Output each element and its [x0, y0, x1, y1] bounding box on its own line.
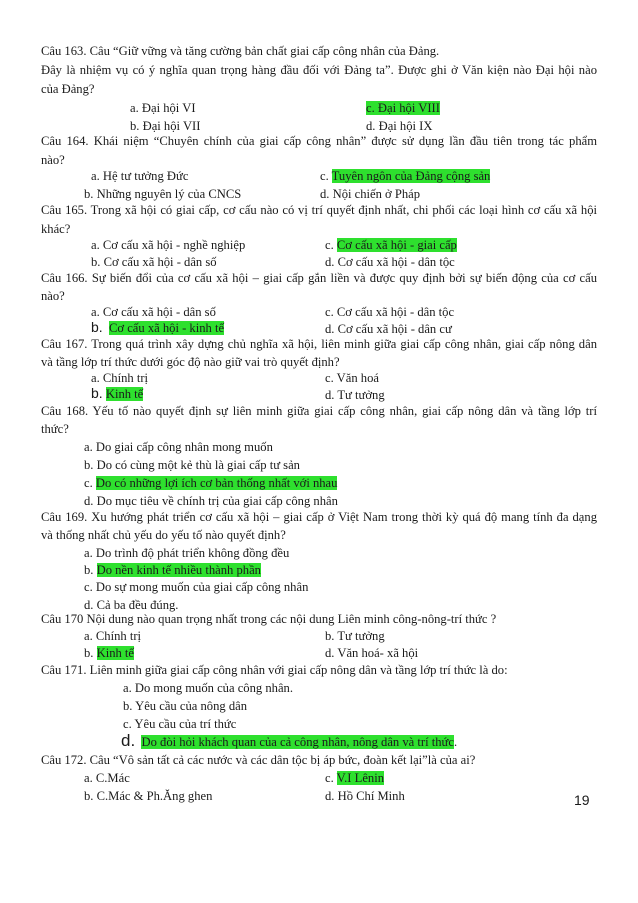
q169-option-b — [84, 563, 261, 578]
q167-text-line-2: và tầng lớp trí thức dưới góc độ nào giữ vai trò quyết định? — [41, 355, 340, 369]
option-suffix: . — [453, 735, 458, 749]
option-letter: c. — [320, 169, 332, 183]
option-letter: c. — [325, 238, 337, 252]
q164-option-c — [320, 169, 490, 184]
q164-option-b: b. Những nguyên lý của CNCS — [84, 187, 242, 201]
answer-highlight: Do có những lợi ích cơ bản thống nhất với nhau — [95, 476, 338, 490]
answer-text: Đại hội VIII — [377, 101, 440, 115]
page-number: 19 — [574, 792, 590, 808]
q170-option-b — [84, 646, 134, 661]
q170-option-a: a. Chính trị — [84, 629, 142, 643]
q165-option-b: b. Cơ cấu xã hội - dân số — [91, 255, 217, 269]
q165-text-line-1: Câu 165. Trong xã hội có giai cấp, cơ cấu nào có vị trí quyết định nhất, chi phối các loại hình cơ cấu xã hội — [41, 203, 597, 217]
q171-option-a: a. Do mong muốn của công nhân. — [123, 681, 293, 695]
option-letter: c. — [325, 771, 337, 785]
answer-highlight: Cơ cấu xã hội - giai cấp — [336, 238, 457, 252]
q171-option-b: b. Yêu cầu của nông dân — [123, 699, 248, 713]
q165-text-line-2: khác? — [41, 222, 71, 236]
q163-text-line-3: của Đảng? — [41, 82, 95, 96]
q164-option-d: d. Nội chiến ở Pháp — [320, 187, 421, 201]
answer-highlight: Kinh tế — [105, 387, 144, 401]
q171-option-d — [121, 733, 457, 750]
option-letter: b. — [84, 563, 97, 577]
q165-option-a: a. Cơ cấu xã hội - nghề nghiệp — [91, 238, 246, 252]
q171-option-c: c. Yêu cầu của trí thức — [123, 717, 237, 731]
q172-option-c — [325, 771, 384, 786]
q172-option-b: b. C.Mác & Ph.Ăng ghen — [84, 789, 213, 803]
q167-option-c: c. Văn hoá — [325, 371, 379, 385]
answer-highlight: Cơ cấu xã hội - kinh tế — [108, 321, 225, 335]
q169-option-c: c. Do sự mong muốn của giai cấp công nhân — [84, 580, 309, 594]
q171-text-line-1: Câu 171. Liên minh giữa giai cấp công nhân với giai cấp nông dân và tầng lớp trí thức là do: — [41, 663, 508, 677]
q168-text-line-2: thức? — [41, 422, 69, 436]
q166-option-a: a. Cơ cấu xã hội - dân số — [91, 305, 216, 319]
q166-text-line-1: Câu 166. Sự biến đổi của cơ cấu xã hội – giai cấp gắn liền và được quy định bởi sự biến động của cơ cấu — [41, 271, 597, 285]
q172-option-d: d. Hồ Chí Minh — [325, 789, 405, 803]
option-letter: b. — [91, 319, 103, 335]
q168-option-b: b. Do có cùng một kẻ thù là giai cấp tư sản — [84, 458, 300, 472]
answer-highlight: Kinh tế — [96, 646, 135, 660]
q163-text-line-1: Câu 163. Câu “Giữ vững và tăng cường bản chất giai cấp công nhân của Đảng. — [41, 44, 440, 58]
q168-option-c — [84, 476, 337, 491]
q166-option-c: c. Cơ cấu xã hội - dân tộc — [325, 305, 455, 319]
q167-option-b — [91, 386, 143, 402]
answer-highlight: V.I Lênin — [336, 771, 385, 785]
option-letter: d. — [121, 731, 136, 750]
q169-text-line-2: và thống nhất chủ yếu do yếu tố nào quyết định? — [41, 528, 286, 542]
q170-option-d: d. Văn hoá- xã hội — [325, 646, 419, 660]
option-letter: c. — [366, 101, 378, 115]
q167-option-a: a. Chính trị — [91, 371, 149, 385]
q170-text-line-1: Câu 170 Nội dung nào quan trọng nhất trong các nội dung Liên minh công-nông-trí thức ? — [41, 612, 497, 626]
option-letter: c. — [84, 476, 96, 490]
q163-text-line-2: Đây là nhiệm vụ có ý nghĩa quan trọng hàng đầu đối với Đảng ta”. Được ghi ở Văn kiện nào Đại hội nào — [41, 63, 597, 77]
q163-option-a: a. Đại hội VI — [130, 101, 196, 115]
q172-text-line-1: Câu 172. Câu “Vô sản tất cả các nước và các dân tộc bị áp bức, đoàn kết lại”là của ai? — [41, 753, 476, 767]
q163-option-b: b. Đại hội VII — [130, 119, 201, 133]
q170-option-b-right: b. Tư tưởng — [325, 629, 385, 643]
q164-option-a: a. Hệ tư tưởng Đức — [91, 169, 189, 183]
answer-highlight: Do nền kinh tế nhiều thành phần — [96, 563, 261, 577]
q169-option-a: a. Do trình độ phát triển không đồng đều — [84, 546, 290, 560]
q168-option-d: d. Do mục tiêu về chính trị của giai cấp công nhân — [84, 494, 338, 508]
q167-option-d: d. Tư tưởng — [325, 388, 385, 402]
q167-text-line-1: Câu 167. Trong quá trình xây dựng chủ nghĩa xã hội, liên minh giữa giai cấp công nhân, giai cấp nông dân — [41, 337, 597, 351]
q168-text-line-1: Câu 168. Yếu tố nào quyết định sự liên minh giữa giai cấp công nhân, giai cấp nông dân và tầng lớp trí — [41, 404, 597, 418]
q166-option-b — [91, 320, 224, 336]
answer-highlight: Do đòi hỏi khách quan của cả công nhân, nông dân và trí thức — [141, 735, 454, 749]
q166-text-line-2: nào? — [41, 289, 65, 303]
q168-option-a: a. Do giai cấp công nhân mong muốn — [84, 440, 273, 454]
option-letter: b. — [91, 385, 103, 401]
answer-highlight: Tuyên ngôn của Đảng cộng sản — [331, 169, 491, 183]
option-letter: b. — [84, 646, 97, 660]
q166-option-d: d. Cơ cấu xã hội - dân cư — [325, 322, 452, 336]
q164-text-line-1: Câu 164. Khái niệm “Chuyên chính của giai cấp công nhân” được sử dụng lần đầu tiên trong tác phẩm — [41, 134, 597, 148]
q165-option-c — [325, 238, 457, 253]
q163-option-c — [366, 101, 440, 116]
q165-option-d: d. Cơ cấu xã hội - dân tộc — [325, 255, 455, 269]
q169-text-line-1: Câu 169. Xu hướng phát triển cơ cấu xã hội – giai cấp ở Việt Nam trong thời kỳ quá độ mang tính đa dạng — [41, 510, 597, 524]
q172-option-a: a. C.Mác — [84, 771, 130, 785]
q163-option-d: d. Đại hội IX — [366, 119, 433, 133]
q169-option-d: d. Cả ba đều đúng. — [84, 598, 179, 612]
q164-text-line-2: nào? — [41, 153, 65, 167]
